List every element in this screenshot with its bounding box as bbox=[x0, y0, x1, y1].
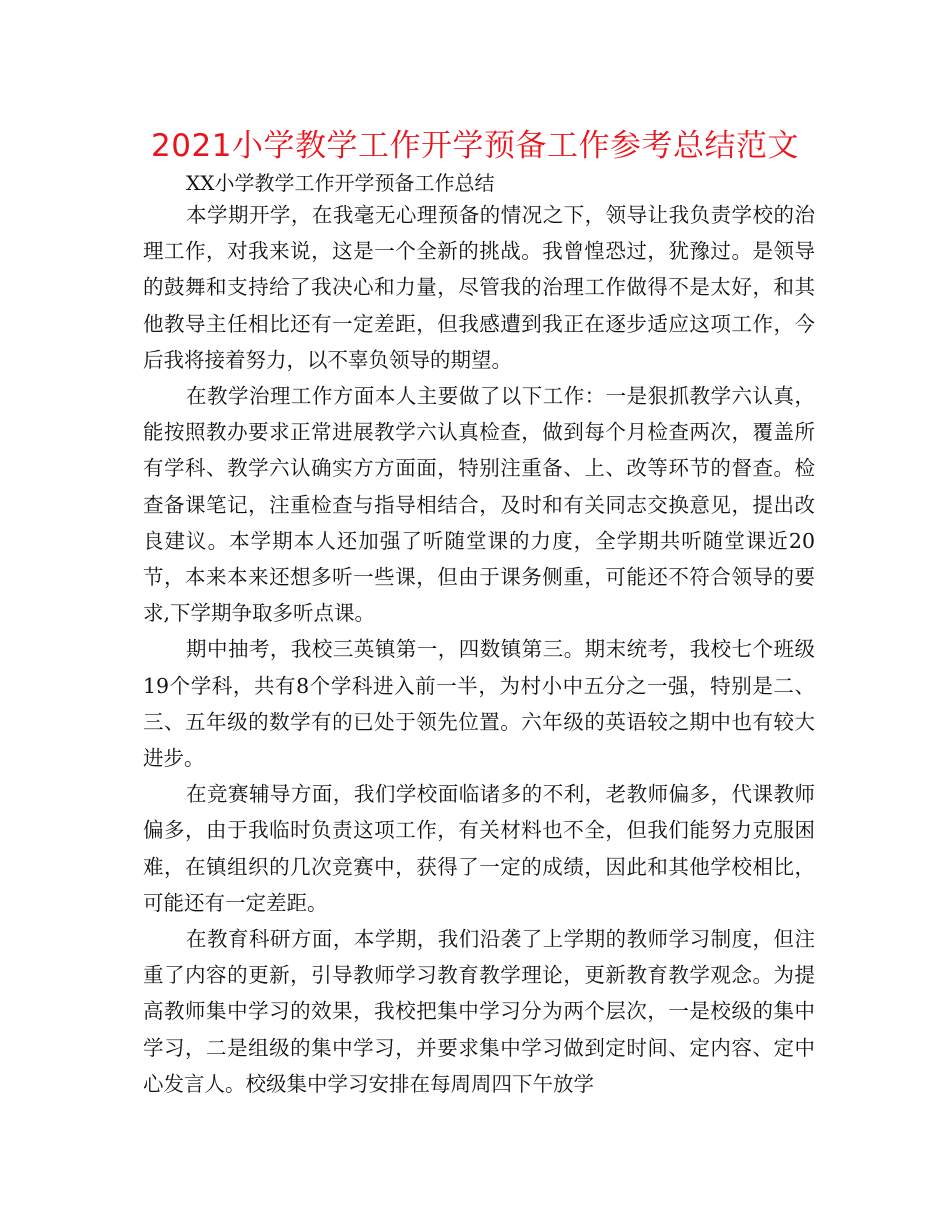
document-subtitle: XX小学教学工作开学预备工作总结 bbox=[186, 171, 495, 195]
document-title: 2021小学教学工作开学预备工作参考总结范文 bbox=[151, 128, 799, 164]
paragraph-2: 在教学治理工作方面本人主要做了以下工作：一是狠抓教学六认真，能按照教办要求正常进展教学六认真检查，做到每个月检查两次，覆盖所有学科、教学六认确实方方面面，特别注重备、上、改等环节的督查。检查备课笔记，注重检查与指导相结合，及时和有关同志交换意见，提出改良建议。本学期本人还加强了听随堂课的力度，全学期共听随堂课近20节，本来本来还想多听一些课，但由于课务侧重，可能还不符合领导的要求,下学期争取多听点课。 bbox=[143, 384, 815, 626]
document-body bbox=[143, 197, 815, 1102]
paragraph-3: 期中抽考，我校三英镇第一，四数镇第三。期末统考，我校七个班级19个学科，共有8个学科进入前一半，为村小中五分之一强，特别是二、三、五年级的数学有的已处于领先位置。六年级的英语较之期中也有较大进步。 bbox=[143, 637, 815, 771]
paragraph-4: 在竞赛辅导方面，我们学校面临诸多的不利，老教师偏多，代课教师偏多，由于我临时负责这项工作，有关材料也不全，但我们能努力克服困难，在镇组织的几次竞赛中，获得了一定的成绩，因此和其他学校相比，可能还有一定差距。 bbox=[143, 782, 815, 915]
paragraph-1: 本学期开学，在我毫无心理预备的情况之下，领导让我负责学校的治理工作，对我来说，这是一个全新的挑战。我曾惶恐过，犹豫过。是领导的鼓舞和支持给了我决心和力量，尽管我的治理工作做得不是太好，和其他教导主任相比还有一定差距，但我感遭到我正在逐步适应这项工作，今后我将接着努力，以不辜负领导的期望。 bbox=[143, 203, 815, 372]
paragraph-5: 在教育科研方面，本学期，我们沿袭了上学期的教师学习制度，但注重了内容的更新，引导教师学习教育教学理论，更新教育教学观念。为提高教师集中学习的效果，我校把集中学习分为两个层次，一是校级的集中学习，二是组级的集中学习，并要求集中学习做到定时间、定内容、定中心发言人。校级集中学习安排在每周周四下午放学 bbox=[143, 927, 815, 1096]
